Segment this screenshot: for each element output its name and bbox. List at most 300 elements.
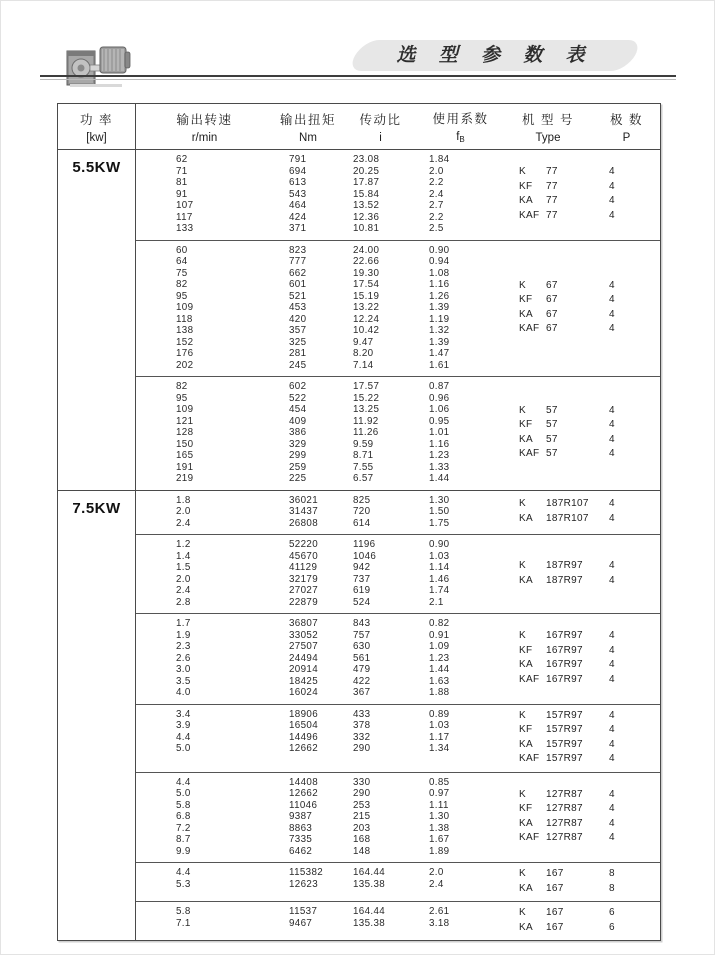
torque-value: 694 — [289, 165, 307, 177]
ratio-value: 12.24 — [353, 313, 380, 325]
service-factor-value: 1.88 — [429, 687, 450, 698]
speed-value: 82 — [176, 381, 188, 392]
service-factor-value: 0.82 — [429, 618, 450, 629]
service-factor-value: 2.2 — [429, 177, 444, 188]
service-factor-value: 1.11 — [429, 799, 449, 811]
speed-value: 138 — [176, 325, 194, 336]
ratio-value: 17.57 — [353, 381, 380, 392]
ratio-value: 168 — [353, 834, 371, 845]
service-factor-value: 1.16 — [429, 279, 450, 290]
service-factor-value: 2.0 — [429, 867, 444, 878]
speed-value: 81 — [176, 177, 188, 188]
ratio-value: 9.59 — [353, 438, 374, 450]
ratio-value: 561 — [353, 652, 371, 664]
type-code: KAF — [519, 832, 540, 844]
torque-value: 18425 — [289, 675, 318, 687]
ratio-value: 13.22 — [353, 302, 380, 313]
col-header-poles — [593, 104, 660, 149]
service-factor-value: 1.06 — [429, 404, 450, 415]
type-code: KAF — [519, 209, 540, 221]
speed-value: 82 — [176, 279, 188, 290]
power-header-unit: [kw] — [86, 131, 107, 144]
torque-value: 22879 — [289, 596, 318, 608]
poles-column — [593, 906, 660, 935]
type-model: 57 — [546, 404, 558, 416]
torque-value: 371 — [289, 223, 307, 234]
gear-unit-group — [136, 613, 660, 704]
factor-column — [418, 245, 503, 372]
torque-column — [273, 709, 343, 767]
service-factor-value: 1.44 — [429, 473, 450, 484]
type-code: K — [519, 279, 526, 291]
ratio-value: 253 — [353, 799, 371, 811]
type-designation — [519, 322, 593, 337]
ratio-column — [343, 906, 418, 935]
ratio-value: 7.14 — [353, 359, 374, 371]
speed-column — [136, 777, 273, 858]
torque-value: 420 — [289, 313, 307, 325]
service-factor-value: 1.30 — [429, 811, 450, 822]
torque-value: 36021 — [289, 494, 318, 506]
ratio-value: 479 — [353, 664, 371, 675]
torque-value: 601 — [289, 279, 307, 290]
ratio-value: 332 — [353, 731, 371, 743]
torque-value: 454 — [289, 404, 307, 415]
speed-value: 152 — [176, 336, 194, 348]
poles-value: 4 — [609, 404, 615, 416]
type-designation — [519, 644, 593, 659]
type-code: KA — [519, 659, 533, 671]
poles-value: 4 — [609, 166, 615, 178]
poles-column — [593, 381, 660, 485]
col-header-power — [58, 104, 136, 149]
poles-column — [593, 618, 660, 699]
power-header-label: 功 率 — [80, 112, 113, 127]
service-factor-value: 1.33 — [429, 461, 450, 473]
speed-value: 133 — [176, 223, 194, 234]
torque-value: 6462 — [289, 845, 313, 857]
type-code: KF — [519, 180, 533, 192]
section-groups — [136, 491, 660, 941]
torque-value: 33052 — [289, 629, 318, 641]
type-designation — [519, 629, 593, 644]
type-designation — [519, 788, 593, 803]
type-designation — [519, 194, 593, 209]
torque-value: 32179 — [289, 573, 318, 585]
type-designation — [519, 738, 593, 753]
type-designation — [519, 802, 593, 817]
torque-value: 521 — [289, 290, 307, 302]
ratio-value: 24.00 — [353, 244, 380, 256]
speed-value: 5.8 — [176, 906, 191, 917]
ratio-value: 1046 — [353, 550, 377, 562]
ratio-value: 8.71 — [353, 450, 374, 461]
type-model: 157R97 — [546, 753, 583, 764]
service-factor-value: 2.61 — [429, 906, 450, 917]
service-factor-value: 1.84 — [429, 154, 450, 165]
torque-value: 16504 — [289, 720, 318, 731]
gear-unit-group — [136, 240, 660, 377]
power-section — [58, 491, 660, 941]
type-code: KA — [519, 817, 533, 829]
type-model: 127R87 — [546, 803, 583, 815]
poles-value: 4 — [609, 817, 615, 829]
ratio-value: 7.55 — [353, 461, 374, 473]
speed-value: 3.5 — [176, 675, 191, 687]
service-factor-value: 1.19 — [429, 313, 450, 325]
gear-unit-group — [136, 862, 660, 901]
type-code: KF — [519, 644, 533, 656]
torque-value: 31437 — [289, 506, 318, 517]
speed-value: 4.4 — [176, 731, 191, 743]
poles-column — [593, 154, 660, 235]
speed-value: 5.0 — [176, 788, 191, 799]
type-model: 127R87 — [546, 817, 583, 829]
ratio-value: 135.38 — [353, 917, 386, 929]
poles-value: 4 — [609, 803, 615, 815]
torque-column — [273, 495, 343, 530]
type-column — [503, 381, 593, 485]
gear-unit-group — [136, 901, 660, 940]
type-code: KA — [519, 433, 533, 445]
speed-value: 1.9 — [176, 629, 191, 641]
type-designation — [519, 658, 593, 673]
ratio-value: 13.52 — [353, 200, 380, 211]
service-factor-value: 2.4 — [429, 878, 444, 890]
ratio-value: 17.54 — [353, 279, 380, 290]
poles-value: 6 — [609, 907, 615, 918]
type-model: 57 — [546, 433, 558, 445]
col-header-type — [503, 104, 593, 149]
ratio-value: 422 — [353, 675, 371, 687]
poles-value: 4 — [609, 294, 615, 306]
torque-value: 777 — [289, 256, 307, 267]
torque-value: 14496 — [289, 731, 318, 743]
ratio-column — [343, 539, 418, 608]
torque-column — [273, 381, 343, 485]
type-designation — [519, 673, 593, 688]
torque-value: 14408 — [289, 776, 318, 788]
service-factor-value: 1.50 — [429, 506, 450, 517]
type-model: 187R107 — [546, 512, 589, 524]
service-factor-value: 2.4 — [429, 188, 444, 200]
service-factor-value: 1.03 — [429, 550, 450, 562]
torque-value: 115382 — [289, 867, 324, 878]
gear-unit-group — [136, 491, 660, 535]
ratio-value: 6.57 — [353, 473, 374, 484]
header-rule — [40, 75, 676, 77]
speed-value: 75 — [176, 267, 188, 279]
factor-column — [418, 539, 503, 608]
service-factor-value: 0.85 — [429, 776, 450, 788]
type-column — [503, 495, 593, 530]
type-designation — [519, 497, 593, 512]
poles-value: 8 — [609, 868, 615, 879]
service-factor-value: 1.34 — [429, 743, 450, 754]
type-model: 187R97 — [546, 560, 583, 571]
type-designation — [519, 882, 593, 897]
torque-value: 36807 — [289, 618, 318, 629]
type-column — [503, 709, 593, 767]
torque-value: 225 — [289, 473, 307, 484]
speed-value: 117 — [176, 211, 193, 223]
type-code: K — [519, 788, 526, 800]
ratio-value: 737 — [353, 573, 371, 585]
service-factor-value: 1.46 — [429, 573, 450, 585]
type-model: 187R97 — [546, 574, 583, 586]
torque-value: 453 — [289, 302, 307, 313]
speed-value: 3.4 — [176, 708, 191, 720]
gearmotor-icon — [62, 38, 136, 92]
ratio-value: 757 — [353, 629, 371, 641]
service-factor-value: 0.87 — [429, 381, 450, 392]
ratio-value: 15.84 — [353, 188, 380, 200]
type-designation — [519, 447, 593, 462]
power-label: 5.5KW — [58, 150, 136, 490]
speed-value: 9.9 — [176, 845, 191, 857]
type-code: K — [519, 907, 526, 918]
type-code: KF — [519, 419, 533, 431]
torque-value: 424 — [289, 211, 307, 223]
speed-value: 4.4 — [176, 867, 191, 878]
col-header-torque — [273, 104, 343, 149]
poles-column — [593, 867, 660, 896]
type-header-label: 机 型 号 — [522, 112, 574, 127]
torque-value: 12662 — [289, 743, 318, 754]
speed-value: 121 — [176, 415, 194, 427]
ratio-value: 367 — [353, 687, 371, 698]
ratio-value: 290 — [353, 788, 371, 799]
type-model: 167 — [546, 882, 564, 894]
service-factor-value: 1.61 — [429, 359, 450, 371]
type-code: KF — [519, 803, 533, 815]
service-factor-value: 1.16 — [429, 438, 450, 450]
service-factor-value: 0.90 — [429, 539, 450, 550]
speed-value: 2.6 — [176, 652, 191, 664]
type-model: 77 — [546, 180, 558, 192]
torque-value: 26808 — [289, 517, 318, 529]
table-body — [58, 150, 660, 940]
speed-value: 2.8 — [176, 596, 191, 608]
type-designation — [519, 831, 593, 846]
torque-column — [273, 906, 343, 935]
speed-value: 2.3 — [176, 641, 191, 652]
type-column — [503, 906, 593, 935]
speed-column — [136, 906, 273, 935]
ratio-column — [343, 495, 418, 530]
speed-value: 62 — [176, 154, 188, 165]
torque-value: 299 — [289, 450, 307, 461]
torque-value: 791 — [289, 154, 307, 165]
ratio-value: 17.87 — [353, 177, 380, 188]
poles-value: 4 — [609, 308, 615, 320]
speed-value: 60 — [176, 244, 188, 256]
type-designation — [519, 817, 593, 832]
type-code: K — [519, 166, 526, 178]
poles-column — [593, 709, 660, 767]
type-code: KAF — [519, 323, 540, 335]
service-factor-value: 1.75 — [429, 517, 450, 529]
type-model: 167 — [546, 921, 564, 933]
poles-value: 4 — [609, 644, 615, 656]
speed-value: 5.8 — [176, 799, 191, 811]
type-model: 157R97 — [546, 709, 583, 721]
speed-value: 109 — [176, 302, 194, 313]
torque-value: 52220 — [289, 539, 318, 550]
header-rule-shadow — [40, 79, 676, 80]
speed-value: 176 — [176, 348, 194, 359]
type-code: K — [519, 630, 526, 642]
factor-header-unit: $f_B$ — [456, 131, 465, 144]
torque-value: 7335 — [289, 834, 313, 845]
poles-value: 4 — [609, 180, 615, 192]
ratio-value: 8.20 — [353, 348, 374, 359]
speed-value: 95 — [176, 290, 188, 302]
service-factor-value: 1.30 — [429, 494, 450, 506]
torque-column — [273, 618, 343, 699]
factor-column — [418, 154, 503, 235]
type-model: 57 — [546, 419, 558, 431]
factor-column — [418, 381, 503, 485]
torque-value: 662 — [289, 267, 307, 279]
factor-column — [418, 867, 503, 896]
torque-value: 245 — [289, 359, 307, 371]
torque-column — [273, 867, 343, 896]
poles-value: 4 — [609, 659, 615, 671]
poles-value: 4 — [609, 673, 615, 685]
ratio-value: 720 — [353, 506, 371, 517]
type-designation — [519, 165, 593, 180]
type-designation — [519, 574, 593, 589]
speed-value: 8.7 — [176, 834, 191, 845]
speed-value: 202 — [176, 359, 194, 371]
ratio-value: 619 — [353, 585, 371, 596]
table-header-row — [58, 104, 660, 150]
service-factor-value: 1.39 — [429, 336, 450, 348]
type-model: 187R107 — [546, 498, 589, 510]
speed-column — [136, 709, 273, 767]
torque-value: 27507 — [289, 641, 318, 652]
poles-value: 4 — [609, 419, 615, 431]
ratio-value: 1196 — [353, 539, 376, 550]
service-factor-value: 2.7 — [429, 200, 444, 211]
speed-value: 1.5 — [176, 562, 191, 573]
ratio-value: 148 — [353, 845, 371, 857]
speed-header-label: 输出转速 — [176, 112, 233, 127]
poles-value: 4 — [609, 753, 615, 764]
type-column — [503, 245, 593, 372]
ratio-value: 19.30 — [353, 267, 380, 279]
torque-value: 259 — [289, 461, 307, 473]
factor-column — [418, 709, 503, 767]
service-factor-value: 1.23 — [429, 450, 450, 461]
torque-value: 16024 — [289, 687, 318, 698]
poles-value: 4 — [609, 195, 615, 207]
service-factor-value: 1.17 — [429, 731, 450, 743]
type-code: K — [519, 709, 526, 721]
type-model: 167R97 — [546, 673, 583, 685]
service-factor-value: 1.26 — [429, 290, 450, 302]
service-factor-value: 1.03 — [429, 720, 450, 731]
ratio-value: 15.19 — [353, 290, 380, 302]
ratio-value: 825 — [353, 494, 371, 506]
torque-column — [273, 245, 343, 372]
service-factor-value: 1.63 — [429, 675, 450, 687]
poles-header-label: 极 数 — [610, 112, 643, 127]
type-designation — [519, 180, 593, 195]
ratio-column — [343, 381, 418, 485]
ratio-value: 215 — [353, 811, 371, 822]
ratio-value: 164.44 — [353, 906, 386, 917]
type-column — [503, 777, 593, 858]
type-column — [503, 539, 593, 608]
type-code: KAF — [519, 448, 540, 460]
type-designation — [519, 752, 593, 767]
factor-column — [418, 777, 503, 858]
torque-value: 409 — [289, 415, 307, 427]
poles-value: 4 — [609, 724, 615, 735]
poles-column — [593, 539, 660, 608]
ratio-value: 20.25 — [353, 165, 380, 177]
speed-column — [136, 618, 273, 699]
col-header-service-factor — [418, 104, 503, 149]
poles-column — [593, 777, 660, 858]
ratio-value: 203 — [353, 822, 371, 834]
type-code: KA — [519, 921, 533, 933]
service-factor-value: 1.32 — [429, 325, 450, 336]
torque-value: 9467 — [289, 917, 313, 929]
speed-value: 4.4 — [176, 776, 191, 788]
poles-value: 4 — [609, 832, 615, 844]
torque-value: 8863 — [289, 822, 313, 834]
speed-value: 91 — [176, 188, 188, 200]
speed-value: 165 — [176, 450, 194, 461]
ratio-value: 524 — [353, 596, 371, 608]
poles-column — [593, 495, 660, 530]
type-code: K — [519, 404, 526, 416]
poles-value: 4 — [609, 323, 615, 335]
service-factor-value: 1.67 — [429, 834, 450, 845]
torque-value: 543 — [289, 188, 307, 200]
type-model: 127R87 — [546, 788, 583, 800]
type-model: 167 — [546, 868, 564, 879]
poles-value: 4 — [609, 630, 615, 642]
speed-value: 5.3 — [176, 878, 191, 890]
speed-value: 3.9 — [176, 720, 191, 731]
speed-value: 2.4 — [176, 517, 191, 529]
speed-value: 3.0 — [176, 664, 191, 675]
type-designation — [519, 709, 593, 724]
gear-unit-group — [136, 534, 660, 613]
service-factor-value: 1.23 — [429, 652, 450, 664]
ratio-value: 164.44 — [353, 867, 386, 878]
ratio-column — [343, 777, 418, 858]
poles-value: 4 — [609, 512, 615, 524]
type-code: KA — [519, 574, 533, 586]
speed-column — [136, 867, 273, 896]
section-groups — [136, 150, 660, 490]
type-model: 67 — [546, 308, 558, 320]
service-factor-value: 0.97 — [429, 788, 450, 799]
ratio-column — [343, 245, 418, 372]
torque-header-label: 输出扭矩 — [279, 112, 336, 127]
poles-value: 4 — [609, 738, 615, 750]
type-model: 77 — [546, 195, 558, 207]
type-model: 77 — [546, 209, 558, 221]
factor-column — [418, 495, 503, 530]
type-model: 67 — [546, 323, 558, 335]
speed-value: 219 — [176, 473, 194, 484]
